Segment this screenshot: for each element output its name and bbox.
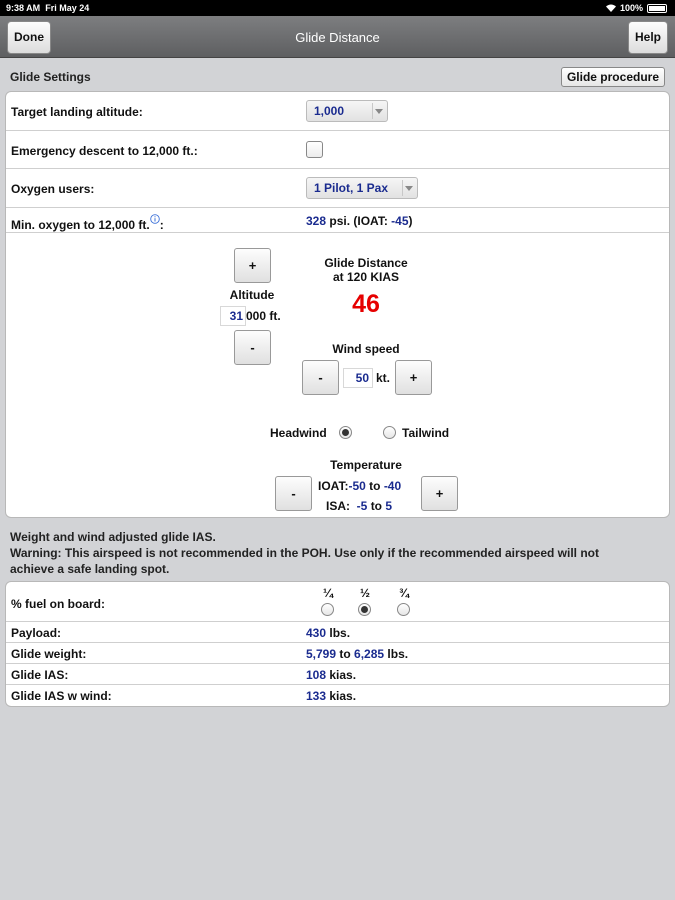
glide-ias-label: Glide IAS: [11, 668, 69, 682]
glide-ias-wind-label: Glide IAS w wind: [11, 689, 112, 703]
tailwind-label: Tailwind [402, 426, 450, 440]
fuel-quarter-radio[interactable] [321, 603, 334, 616]
wind-speed-unit: kt. [376, 371, 391, 385]
battery-icon [647, 4, 667, 13]
payload-value: 430 lbs. [306, 626, 351, 640]
emergency-descent-label: Emergency descent to 12,000 ft.: [11, 144, 198, 158]
status-time: 9:38 AM Fri May 24 [6, 3, 90, 13]
oxygen-users-value: 1 Pilot, 1 Pax [314, 181, 389, 195]
glide-distance-value: 46 [352, 290, 380, 318]
settings-panel [5, 91, 670, 518]
fuel-quarter-label: ¼ [322, 586, 333, 600]
oxygen-users-dropdown[interactable] [306, 177, 418, 199]
glide-ias-row [6, 664, 669, 685]
headwind-radio[interactable] [339, 426, 352, 439]
fuel-three-quarter-label: ¾ [398, 586, 409, 600]
wifi-icon [606, 4, 616, 12]
glide-distance-title: Glide Distance at 120 KIAS [324, 256, 408, 284]
target-altitude-dropdown[interactable] [306, 100, 388, 122]
emergency-descent-checkbox[interactable] [306, 141, 323, 158]
min-oxygen-value: 328 psi. (IOAT: -45) [306, 214, 413, 228]
help-button[interactable]: Help [628, 21, 668, 54]
status-right [606, 3, 667, 13]
altitude-minus-button[interactable]: - [234, 330, 271, 365]
glide-weight-row [6, 643, 669, 664]
oxygen-users-label: Oxygen users: [11, 182, 95, 196]
min-oxygen-label: Min. oxygen to 12,000 ft. : [11, 214, 164, 232]
status-bar [0, 0, 675, 16]
glide-weight-value: 5,799 to 6,285 lbs. [306, 647, 409, 661]
temperature-plus-button[interactable]: + [421, 476, 458, 511]
target-altitude-row [6, 92, 669, 131]
fuel-half-label: ½ [359, 586, 370, 600]
glide-ias-wind-value: 133 kias. [306, 689, 357, 703]
battery-percent: 100% [619, 3, 643, 13]
nav-bar [0, 16, 675, 58]
payload-label: Payload: [11, 626, 62, 640]
wind-plus-button[interactable]: + [395, 360, 432, 395]
emergency-descent-row [6, 131, 669, 169]
glide-weight-label: Glide weight: [11, 647, 87, 661]
headwind-label: Headwind [270, 426, 327, 440]
min-oxygen-row [6, 208, 669, 233]
isa-range: ISA: -5 to 5 [326, 499, 393, 513]
done-button[interactable]: Done [7, 21, 51, 54]
chevron-down-icon [375, 109, 383, 114]
payload-row [6, 622, 669, 643]
temperature-minus-button[interactable]: - [275, 476, 312, 511]
altitude-label: Altitude [229, 288, 275, 302]
tailwind-radio[interactable] [383, 426, 396, 439]
ioat-range: IOAT:-50 to -40 [318, 479, 402, 493]
temperature-label: Temperature [330, 458, 402, 472]
chevron-down-icon [405, 186, 413, 191]
altitude-input[interactable]: 31 [220, 306, 246, 326]
fuel-label: % fuel on board: [11, 597, 105, 611]
fuel-three-quarter-radio[interactable] [397, 603, 410, 616]
fuel-half-radio[interactable] [358, 603, 371, 616]
oxygen-users-row [6, 169, 669, 208]
glide-procedure-button[interactable]: Glide procedure [561, 67, 665, 87]
glide-ias-wind-row [6, 685, 669, 706]
fuel-row [6, 582, 669, 622]
info-icon[interactable] [150, 214, 160, 224]
page-title: Glide Distance [295, 30, 380, 45]
glide-settings-header: Glide Settings [10, 70, 91, 84]
altitude-plus-button[interactable]: + [234, 248, 271, 283]
altitude-unit: 000 ft. [246, 309, 281, 323]
results-panel [5, 581, 670, 707]
glide-ias-value: 108 kias. [306, 668, 357, 682]
wind-speed-label: Wind speed [332, 342, 400, 356]
wind-minus-button[interactable]: - [302, 360, 339, 395]
warning-text: Weight and wind adjusted glide IAS. Warning: This airspeed is not recommended in the POH. Use only if the recommended airspeed will not achieve a safe landing spot. [10, 530, 599, 576]
wind-speed-input[interactable]: 50 [343, 368, 373, 388]
target-altitude-label: Target landing altitude: [11, 105, 143, 119]
target-altitude-value: 1,000 [314, 104, 345, 118]
